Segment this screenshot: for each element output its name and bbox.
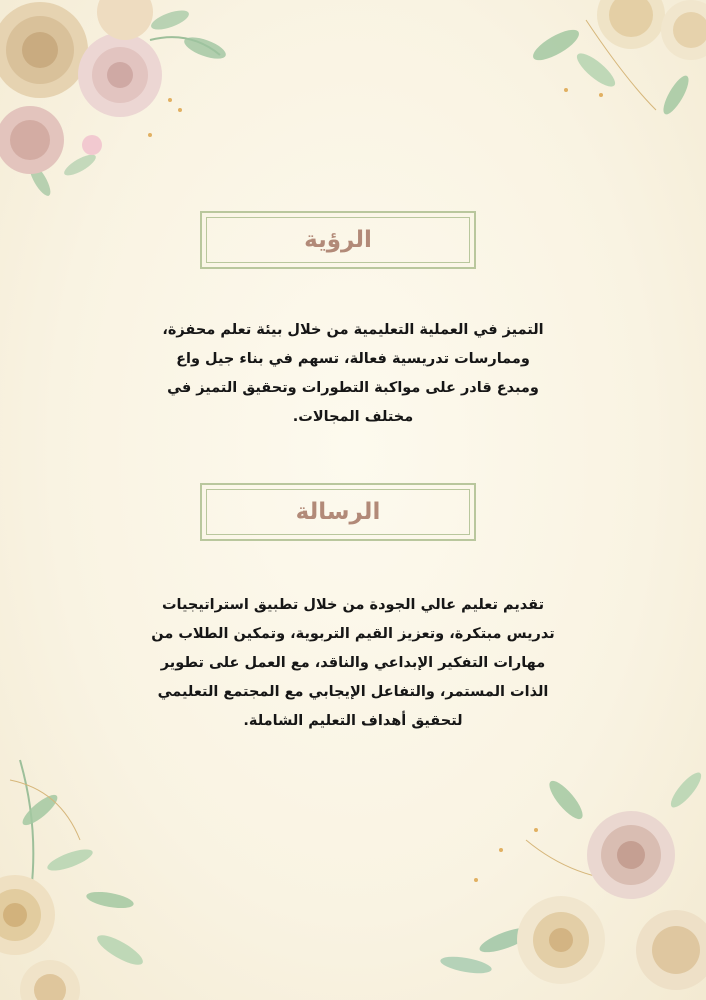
mission-title-frame	[200, 483, 476, 541]
mission-title: الرسالة	[295, 499, 381, 525]
vision-line: مختلف المجالات.	[292, 409, 414, 425]
mission-line: تقديم تعليم عالي الجودة من خلال تطبيق استراتيجيات	[161, 597, 545, 613]
floral-decoration-top-left	[0, 0, 240, 200]
vision-line: وممارسات تدريسية فعالة، تسهم في بناء جيل واع	[176, 351, 530, 367]
floral-decoration-top-right	[506, 0, 706, 120]
mission-paragraph	[140, 591, 566, 736]
vision-line: التميز في العملية التعليمية من خلال بيئة تعلم محفزة،	[162, 322, 544, 338]
floral-decoration-bottom-right	[406, 760, 706, 1000]
mission-line: تدريس مبتكرة، وتعزيز القيم التربوية، وتمكين الطلاب من	[151, 626, 555, 642]
vision-title: الرؤية	[304, 227, 372, 253]
mission-line: لتحقيق أهداف التعليم الشاملة.	[243, 713, 463, 729]
vision-line: ومبدع قادر على مواكبة التطورات وتحقيق التميز في	[167, 380, 539, 396]
floral-decoration-bottom-left	[0, 750, 170, 1000]
vision-title-frame	[200, 211, 476, 269]
mission-line: الذات المستمر، والتفاعل الإيجابي مع المجتمع التعليمي	[157, 684, 549, 700]
vision-paragraph	[140, 316, 566, 432]
mission-line: مهارات التفكير الإبداعي والناقد، مع العمل على تطوير	[160, 655, 546, 671]
